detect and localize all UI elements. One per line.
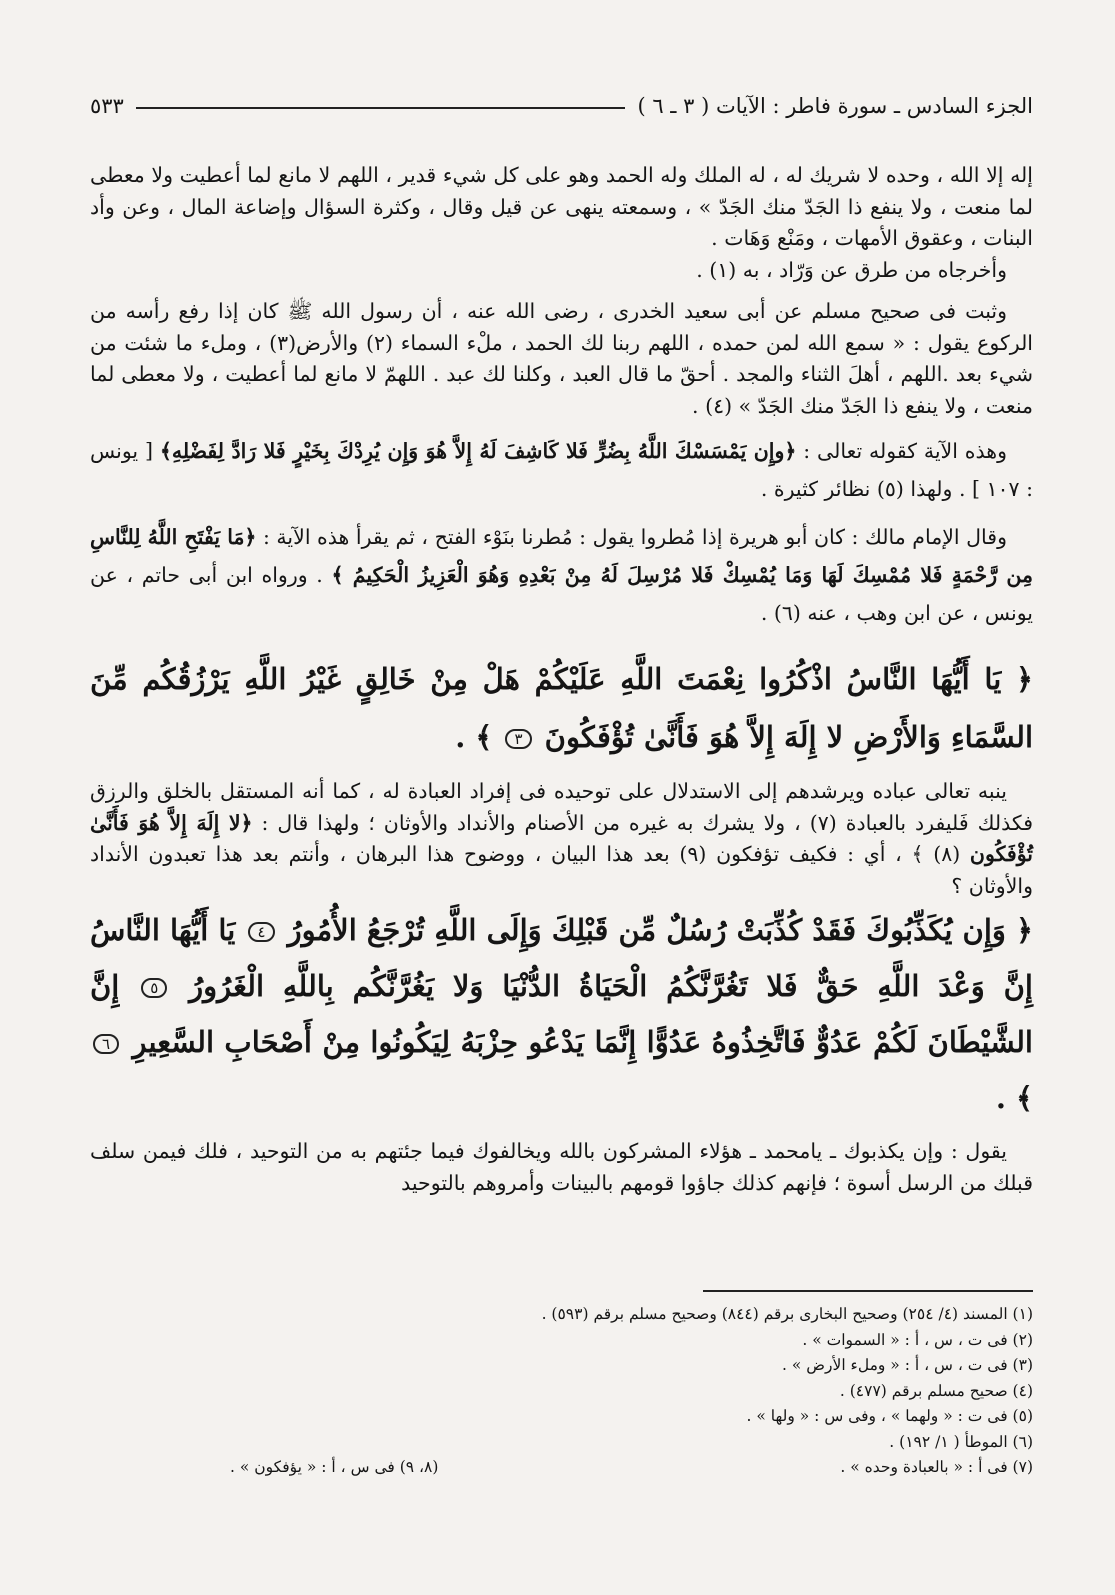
paragraph-5 bbox=[90, 518, 1033, 632]
footnote-row-last bbox=[90, 1455, 1033, 1481]
quran-quote-fatir-2: ﴿مَا يَفْتَحِ اللَّهُ لِلنَّاسِ مِن رَّحْمَةٍ فَلا مُمْسِكَ لَهَا وَمَا يُمْسِكْ فَلا مُرْسِلَ لَهُ مِنْ بَعْدِهِ وَهُوَ الْعَزِيزُ الْحَكِيمُ ﴾ bbox=[90, 525, 1033, 587]
footnote-3: (٣) فى ت ، س ، أ : « وملء الأرض » . bbox=[781, 1356, 1033, 1374]
verse-3 bbox=[90, 650, 1033, 766]
footnote-separator bbox=[703, 1290, 1033, 1292]
paragraph-6-quote-note: (٨) ﴾ bbox=[911, 842, 961, 866]
header-rule bbox=[136, 107, 626, 109]
footnote-6: (٦) الموطأ ( ١/ ١٩٢) . bbox=[889, 1432, 1033, 1451]
paragraph-5-tail: . ورواه ابن أبى حاتم ، عن يونس ، عن ابن وهب ، عنه (٦) . bbox=[90, 563, 1033, 625]
ayah-number-4: ٤ bbox=[248, 922, 274, 942]
footnote-1: (١) المسند (٤/ ٢٥٤) وصحيح البخارى برقم (٨٤٤) وصحيح مسلم برقم (٥٩٣) . bbox=[541, 1305, 1033, 1323]
paragraph-7: يقول : وإن يكذبوك ـ يامحمد ـ هؤلاء المشركون بالله ويخالفوك فيما جئتهم به من التوحيد ، فلك فيمن سلف قبلك من الرسل أسوة ؛ فإنهم كذلك جاؤوا قومهم بالبينات وأمروهم بالتوحيد bbox=[90, 1139, 1033, 1195]
ayah-number-3: ٣ bbox=[505, 729, 531, 749]
page-number: ٥٣٣ bbox=[90, 94, 124, 118]
header-title: الجزء السادس ـ سورة فاطر : الآيات ( ٣ ـ ٦ ) bbox=[637, 94, 1033, 118]
verse-3-close: ﴾ . bbox=[455, 720, 493, 754]
quran-quote-yunus: ﴿وإِن يَمْسَسْكَ اللَّهُ بِضُرٍّ فَلا كَاشِفَ لَهُ إِلاَّ هُوَ وَإِن يُرِدْكَ بِخَيْرٍ فَلا رَادَّ لِفَضْلِهِ﴾ bbox=[159, 439, 797, 463]
verse-6-text: إِنَّ الشَّيْطَانَ لَكُمْ عَدُوٌّ فَاتَّخِذُوهُ عَدُوًّا إِنَّمَا يَدْعُو حِزْبَهُ لِيَكُونُوا مِنْ أَصْحَابِ السَّعِيرِ bbox=[90, 969, 1033, 1059]
footnote-2: (٢) فى ت ، س ، أ : « السموات » . bbox=[802, 1330, 1033, 1349]
paragraph-6 bbox=[90, 776, 1033, 902]
paragraph-6-intro: ينبه تعالى عباده ويرشدهم إلى الاستدلال على توحيده فى إفراد العبادة له ، كما أنه المستقل بالخلق والرزق فكذلك فَليفرد بالعبادة (٧) ، ولا يشرك به غيره من الأصنام والأنداد والأوثان ؛ ولهذا قال : bbox=[90, 779, 1033, 835]
footnote-8-9: (٨، ٩) فى س ، أ : « يؤفكون » . bbox=[230, 1458, 439, 1476]
verses-4-6 bbox=[90, 902, 1033, 1126]
paragraph-4-ref: [ يونس : ١٠٧ ] . ولهذا (٥) نظائر كثيرة . bbox=[90, 439, 1033, 501]
ayah-number-5: ٥ bbox=[141, 978, 167, 998]
paragraph-6-tail: ، أي : فكيف تؤفكون (٩) بعد هذا البيان ، ووضوح هذا البرهان ، وأنتم بعد هذا تعبدون الأنداد والأوثان ؟ bbox=[90, 842, 1033, 898]
running-header bbox=[90, 88, 1033, 118]
ayah-number-6: ٦ bbox=[93, 1034, 119, 1054]
paragraph-2: وأخرجاه من طرق عن وَرّاد ، به (١) . bbox=[696, 257, 1007, 282]
verses-close: ﴾ . bbox=[995, 1081, 1033, 1115]
quran-quote-verse-3: ﴿لا إِلَهَ إِلاَّ هُوَ فَأَنَّىٰ تُؤْفَكُون bbox=[90, 810, 1033, 866]
paragraph-1: إله إلا الله ، وحده لا شريك له ، له الملك وله الحمد وهو على كل شيء قدير ، اللهم لا مانع لما أعطيت ولا معطى لما منعت ، ولا ينفع ذا الجَدّ منك الجَدّ » ، وسمعته ينهى عن قيل وقال ، وكثرة السؤال وإضاعة المال ، وعن وأد البنات ، وعقوق الأمهات ، ومَنْع وَهَات . bbox=[90, 163, 1033, 250]
paragraph-5-intro: وقال الإمام مالك : كان أبو هريرة إذا مُطروا يقول : مُطرنا بنَوْء الفتح ، ثم يقرأ هذه الآية : bbox=[262, 525, 1007, 549]
verse-3-text: ﴿ يَا أَيُّهَا النَّاسُ اذْكُرُوا نِعْمَتَ اللَّهِ عَلَيْكُمْ هَلْ مِنْ خَالِقٍ غَيْرُ اللَّهِ يَرْزُقُكُم مِّنَ السَّمَاءِ وَالأَرْضِ لا إِلَهَ إِلاَّ هُوَ فَأَنَّىٰ تُؤْفَكُونَ bbox=[90, 662, 1033, 754]
paragraph-3: وثبت فى صحيح مسلم عن أبى سعيد الخدرى ، رضى الله عنه ، أن رسول الله ﷺ كان إذا رفع رأسه من الركوع يقول : « سمع الله لمن حمده ، اللهم ربنا لك الحمد ، ملْء السماء (٢) والأرض(٣) ، وملء ما شئت من شيء بعد .اللهم ، أهلَ الثناء والمجد . أحقّ ما قال العبد ، وكلنا لك عبد . اللهمّ لا مانع لما أعطيت ، ولا معطى لما منعت ، ولا ينفع ذا الجَدّ منك الجَدّ » (٤) . bbox=[90, 299, 1034, 418]
footnote-5: (٥) فى ت : « ولهما » ، وفى س : « ولها » . bbox=[746, 1407, 1033, 1425]
verse-4-text: ﴿ وَإِن يُكَذِّبُوكَ فَقَدْ كُذِّبَتْ رُسُلٌ مِّن قَبْلِكَ وَإِلَى اللَّهِ تُرْجَعُ الأُمُورُ bbox=[287, 913, 1033, 947]
paragraph-4-intro: وهذه الآية كقوله تعالى : bbox=[803, 439, 1007, 463]
verse-5-text: يَا أَيُّهَا النَّاسُ إِنَّ وَعْدَ اللَّهِ حَقٌّ فَلا تَغُرَّنَّكُمُ الْحَيَاةُ الدُّنْيَا وَلا يَغُرَّنَّكُم بِاللَّهِ الْغَرُورُ bbox=[90, 913, 1033, 1003]
footnotes bbox=[90, 1302, 1033, 1481]
footnote-4: (٤) صحيح مسلم برقم (٤٧٧) . bbox=[839, 1381, 1033, 1400]
paragraph-4 bbox=[90, 432, 1033, 508]
footnote-7: (٧) فى أ : « بالعبادة وحده » . bbox=[840, 1458, 1033, 1476]
main-text bbox=[90, 160, 1033, 1199]
